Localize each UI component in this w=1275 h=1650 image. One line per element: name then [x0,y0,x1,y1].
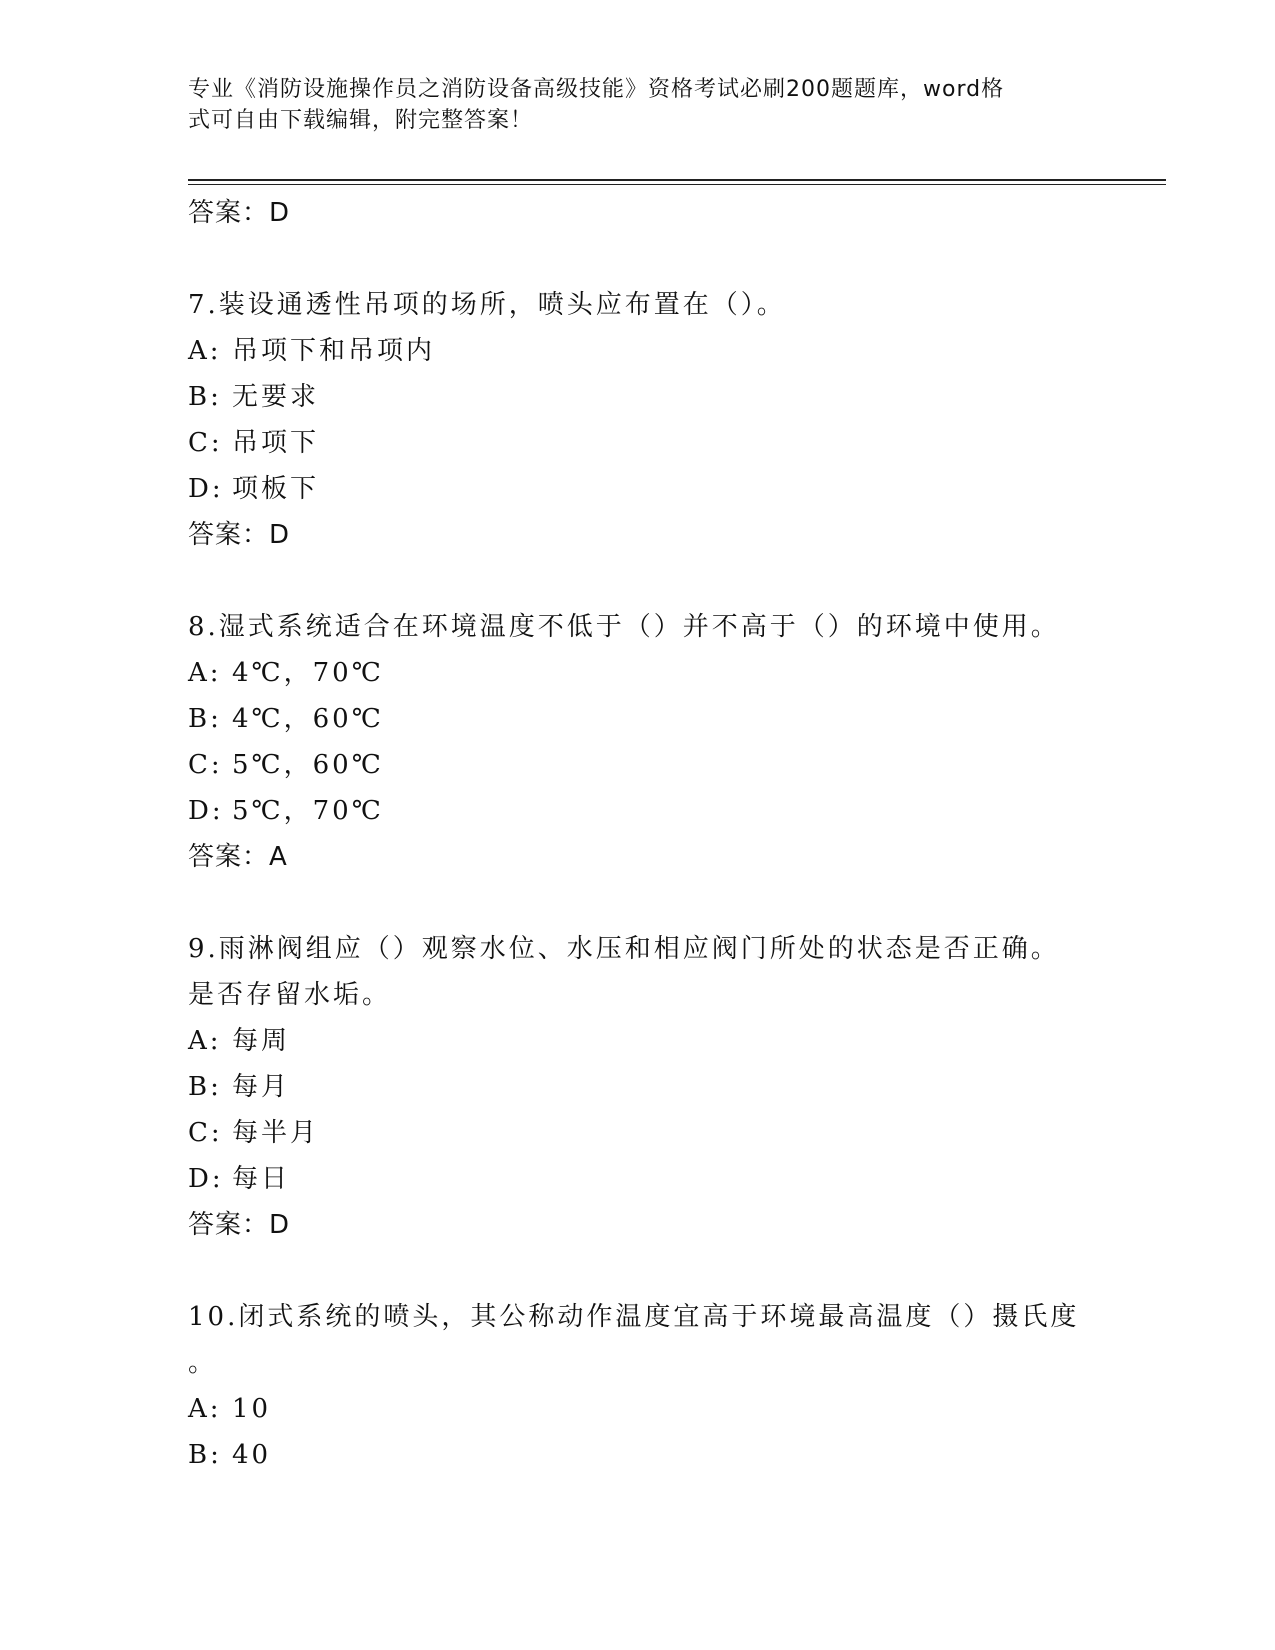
question-block [188,1294,1088,1478]
question-block [188,926,1088,1248]
question-text: 8.湿式系统适合在环境温度不低于（）并不高于（）的环境中使用。 [188,612,1060,642]
question-text: 10.闭式系统的喷头，其公称动作温度宜高于环境最高温度（）摄氏度 [188,1302,1080,1332]
option-b: B: 40 [188,1440,272,1470]
header-divider-thin [188,184,1166,185]
question-block [188,604,1088,880]
option-c: C: 5℃，60℃ [188,750,384,780]
header-line-2: 式可自由下载编辑，附完整答案！ [188,108,534,133]
option-c: C: 吊项下 [188,428,320,458]
option-d: D: 5℃，70℃ [188,796,384,826]
answer-line: 答案：D [188,198,291,228]
option-b: B: 4℃，60℃ [188,704,384,734]
question-text-continued: 。 [188,1348,218,1378]
option-a: A: 吊项下和吊项内 [188,336,436,366]
option-b: B: 每月 [188,1072,291,1102]
question-text-continued: 是否存留水垢。 [188,980,392,1010]
header-line-1: 专业《消防设施操作员之消防设备高级技能》资格考试必刷200题题库，word格 [188,77,1005,102]
question-list [188,190,1088,1478]
option-d: D: 每日 [188,1164,291,1194]
option-d: D: 项板下 [188,474,320,504]
answer-line: 答案：D [188,1210,291,1240]
answer-line: 答案：A [188,842,288,872]
header-divider [188,179,1166,181]
option-a: A: 4℃，70℃ [188,658,384,688]
option-c: C: 每半月 [188,1118,320,1148]
option-a: A: 每周 [188,1026,291,1056]
option-b: B: 无要求 [188,382,320,412]
document-header [188,74,1068,136]
option-a: A: 10 [188,1394,272,1424]
question-text: 9.雨淋阀组应（）观察水位、水压和相应阀门所处的状态是否正确。 [188,934,1060,964]
question-text: 7.装设通透性吊项的场所，喷头应布置在（）。 [188,290,786,320]
answer-line: 答案：D [188,520,291,550]
question-block [188,282,1088,558]
